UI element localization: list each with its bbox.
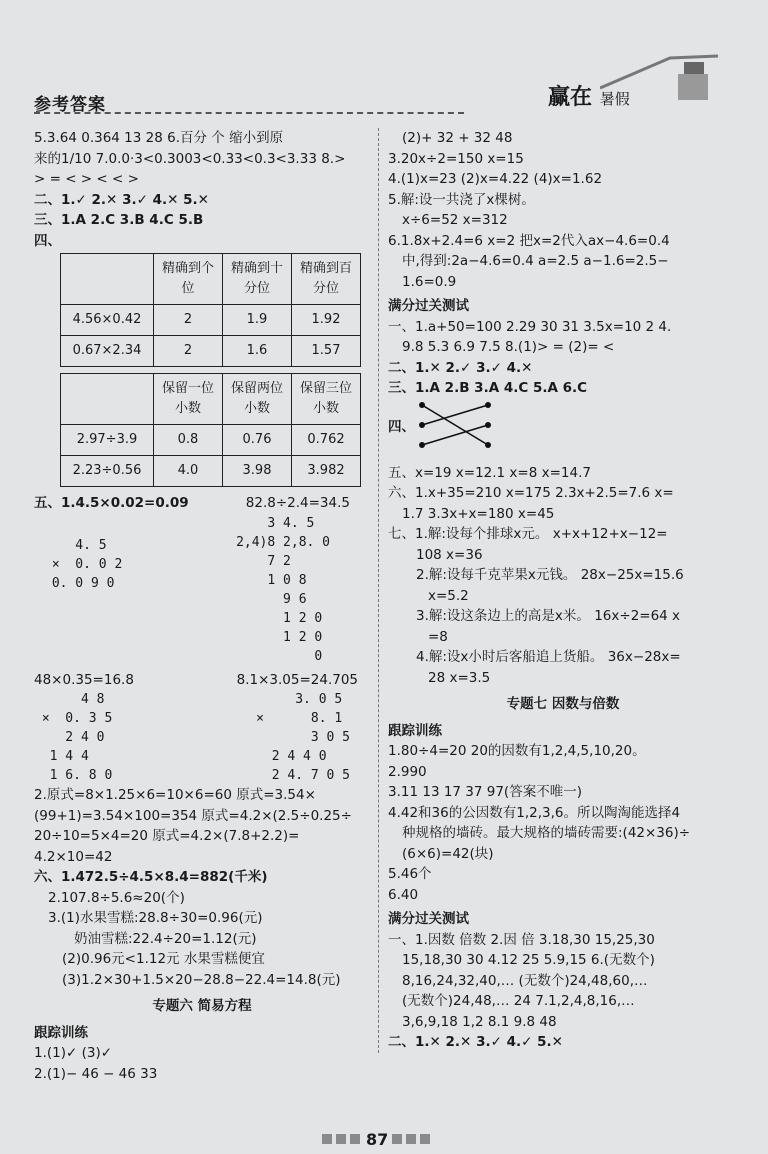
page-number-bar bbox=[350, 1134, 360, 1144]
calc-row bbox=[34, 690, 370, 785]
answer-line: 四、 bbox=[388, 399, 738, 463]
answer-line: (无数个)24,48,… 24 7.1,2,4,8,16,… bbox=[402, 993, 635, 1009]
answer-line: 二、1.✓ 2.✕ 3.✓ 4.✕ 5.✕ bbox=[34, 191, 209, 208]
answer-line: 三、1.A 2.C 3.B 4.C 5.B bbox=[34, 212, 204, 228]
calc-header-row: 48×0.35=16.8 8.1×3.05=24.705 bbox=[34, 671, 358, 688]
section-title: 满分过关测试 bbox=[388, 911, 469, 927]
column-divider bbox=[378, 128, 379, 1053]
answer-line: 一、1.因数 倍数 2.因 倍 3.18,30 15,25,30 bbox=[388, 931, 655, 948]
answer-line: (2)+ 32 + 32 48 bbox=[402, 130, 513, 146]
answer-line: 2.107.8÷5.6≈20(个) bbox=[48, 889, 185, 906]
answer-line: 1.80÷4=20 20的因数有1,2,4,5,10,20。 bbox=[388, 743, 646, 759]
answer-line: 8,16,24,32,40,… (无数个)24,48,60,… bbox=[402, 972, 648, 989]
calc-header-row: 五、1.4.5×0.02=0.09 82.8÷2.4=34.5 bbox=[34, 495, 350, 511]
answer-line: 3.20x÷2=150 x=15 bbox=[388, 150, 524, 167]
answer-line: 来的1/10 7.0.0·3<0.3003<0.33<0.3̇<3.33 8.> bbox=[34, 150, 346, 167]
header-divider bbox=[34, 112, 464, 114]
answer-line: 六、1.472.5÷4.5×8.4=882(千米) bbox=[34, 869, 268, 885]
answer-line: 2.解:设每千克苹果x元钱。 28x−25x=15.6 bbox=[416, 567, 684, 583]
answer-line: 9.8 5.3 6.9 7.5 8.(1)> = (2)= < bbox=[402, 339, 615, 355]
section-title: 跟踪训练 bbox=[388, 722, 442, 739]
answer-line: 中,得到:2a−4.6=0.4 a=2.5 a−1.6=2.5− bbox=[402, 253, 669, 269]
answer-line: 种规格的墙砖。最大规格的墙砖需要:(42×36)÷ bbox=[402, 825, 691, 841]
matching-lines-diagram bbox=[416, 399, 496, 455]
topic-title: 专题六 简易方程 bbox=[152, 998, 252, 1014]
section-title: 跟踪训练 bbox=[34, 1024, 88, 1041]
answer-line: 2.(1)− 46 − 46 33 bbox=[34, 1065, 158, 1082]
answer-line: 4.解:设x小时后客船追上货船。 36x−28x= bbox=[416, 649, 681, 665]
answer-line: 3,6,9,18 1,2 8.1 9.8 48 bbox=[402, 1013, 557, 1030]
topic-title: 专题七 因数与倍数 bbox=[506, 696, 620, 712]
answer-line: (6×6)=42(块) bbox=[402, 845, 494, 862]
answer-line: =8 bbox=[428, 628, 448, 645]
answer-line: 3.解:设这条边上的高是x米。 16x÷2=64 x bbox=[416, 608, 681, 624]
answer-line: 六、1.x+35=210 x=175 2.3x+2.5=7.6 x= bbox=[388, 485, 674, 501]
page-number-bar bbox=[336, 1134, 346, 1144]
answer-line: 4.2×10=42 bbox=[34, 848, 113, 865]
answer-line: 奶油雪糕:22.4÷20=1.12(元) bbox=[74, 930, 257, 947]
section-title: 满分过关测试 bbox=[388, 298, 469, 314]
answer-line: 4.(1)x=23 (2)x=4.22 (4)x=1.62 bbox=[388, 171, 603, 187]
answer-line: (3)1.2×30+1.5×20−28.8−22.4=14.8(元) bbox=[62, 971, 341, 988]
answer-line: > = < > < < > bbox=[34, 171, 139, 187]
vertical-calc: 4. 5 × 0. 0 2 0. 0 9 0 bbox=[51, 537, 123, 591]
answer-line: 五、x=19 x=12.1 x=8 x=14.7 bbox=[388, 464, 591, 481]
page-number-bar bbox=[322, 1134, 332, 1144]
answer-line: 1.(1)✓ (3)✓ bbox=[34, 1045, 113, 1061]
page-number: 87 bbox=[366, 1130, 389, 1149]
left-column bbox=[34, 128, 370, 1084]
rounding-table: 精确到个位 精确到十分位 精确到百分位 4.56×0.42 2 1.9 1.92 0.67×2.34 2 1.6 1.57 bbox=[60, 253, 361, 367]
answer-line: 3.(1)水果雪糕:28.8÷30=0.96(元) bbox=[48, 910, 263, 926]
answer-line: 三、1.A 2.B 3.A 4.C 5.A 6.C bbox=[388, 380, 588, 396]
answer-line: 2.原式=8×1.25×6=10×6=60 原式=3.54× bbox=[34, 787, 316, 803]
answer-line: 四、 bbox=[34, 232, 61, 249]
answer-line: 5.46个 bbox=[388, 866, 432, 882]
long-division: 3 4. 5 2,4)8 2,8. 0 7 2 1 0 8 9 6 1 2 0 1 2 0 0 bbox=[236, 515, 330, 664]
answer-line: 28 x=3.5 bbox=[428, 669, 491, 686]
answer-line: 20÷10=5×4=20 原式=4.2×(7.8+2.2)= bbox=[34, 828, 300, 844]
header-label: 参考答案 bbox=[34, 95, 106, 115]
answer-line: 二、1.✕ 2.✕ 3.✓ 4.✓ 5.✕ bbox=[388, 1034, 563, 1050]
answer-line: x÷6=52 x=312 bbox=[402, 212, 508, 228]
answer-line: 1.7 3.3x+x=180 x=45 bbox=[402, 505, 555, 522]
answer-line: 108 x=36 bbox=[416, 546, 483, 563]
answer-line: 15,18,30 30 4.12 25 5.9,15 6.(无数个) bbox=[402, 952, 655, 968]
answer-line: 七、1.解:设每个排球x元。 x+x+12+x−12= bbox=[388, 526, 668, 542]
answer-line: 6.1.8x+2.4=6 x=2 把x=2代入ax−4.6=0.4 bbox=[388, 232, 670, 249]
answer-line: x=5.2 bbox=[428, 587, 469, 604]
answer-line: 一、1.a+50=100 2.29 30 31 3.5x=10 2 4. bbox=[388, 318, 672, 335]
answer-line: 1.6=0.9 bbox=[402, 273, 457, 290]
right-column bbox=[388, 128, 738, 1053]
page-number-bar bbox=[392, 1134, 402, 1144]
answer-line: 4.42和36的公因数有1,2,3,6。所以陶淘能选择4 bbox=[388, 804, 681, 821]
answer-line: 2.990 bbox=[388, 763, 427, 780]
answer-line: 3.11 13 17 37 97(答案不唯一) bbox=[388, 784, 582, 800]
calc-row bbox=[34, 514, 370, 666]
vertical-calc: 3. 0 5 × 8. 1 3 0 5 2 4 4 0 2 4. 7 0 5 bbox=[256, 692, 350, 783]
page-number-bar bbox=[420, 1134, 430, 1144]
page-number-bar bbox=[406, 1134, 416, 1144]
header-brand: 赢在 暑假 bbox=[548, 84, 630, 110]
decimal-table: 保留一位小数 保留两位小数 保留三位小数 2.97÷3.9 0.8 0.76 0.762 2.23÷0.56 4.0 3.98 3.982 bbox=[60, 373, 361, 487]
answer-line: (2)0.96元<1.12元 水果雪糕便宜 bbox=[62, 951, 265, 967]
answer-line: 5.3.64 0.364 13 28 6.百分 个 缩小到原 bbox=[34, 130, 284, 146]
vertical-calc: 4 8 × 0. 3 5 2 4 0 1 4 4 1 6. 8 0 bbox=[41, 692, 113, 783]
answer-line: 5.解:设一共浇了x棵树。 bbox=[388, 191, 535, 208]
answer-line: 6.40 bbox=[388, 886, 419, 903]
answer-line: (99+1)=3.54×100=354 原式=4.2×(2.5÷0.25÷ bbox=[34, 807, 352, 824]
answer-line: 二、1.✕ 2.✓ 3.✓ 4.✕ bbox=[388, 359, 533, 376]
